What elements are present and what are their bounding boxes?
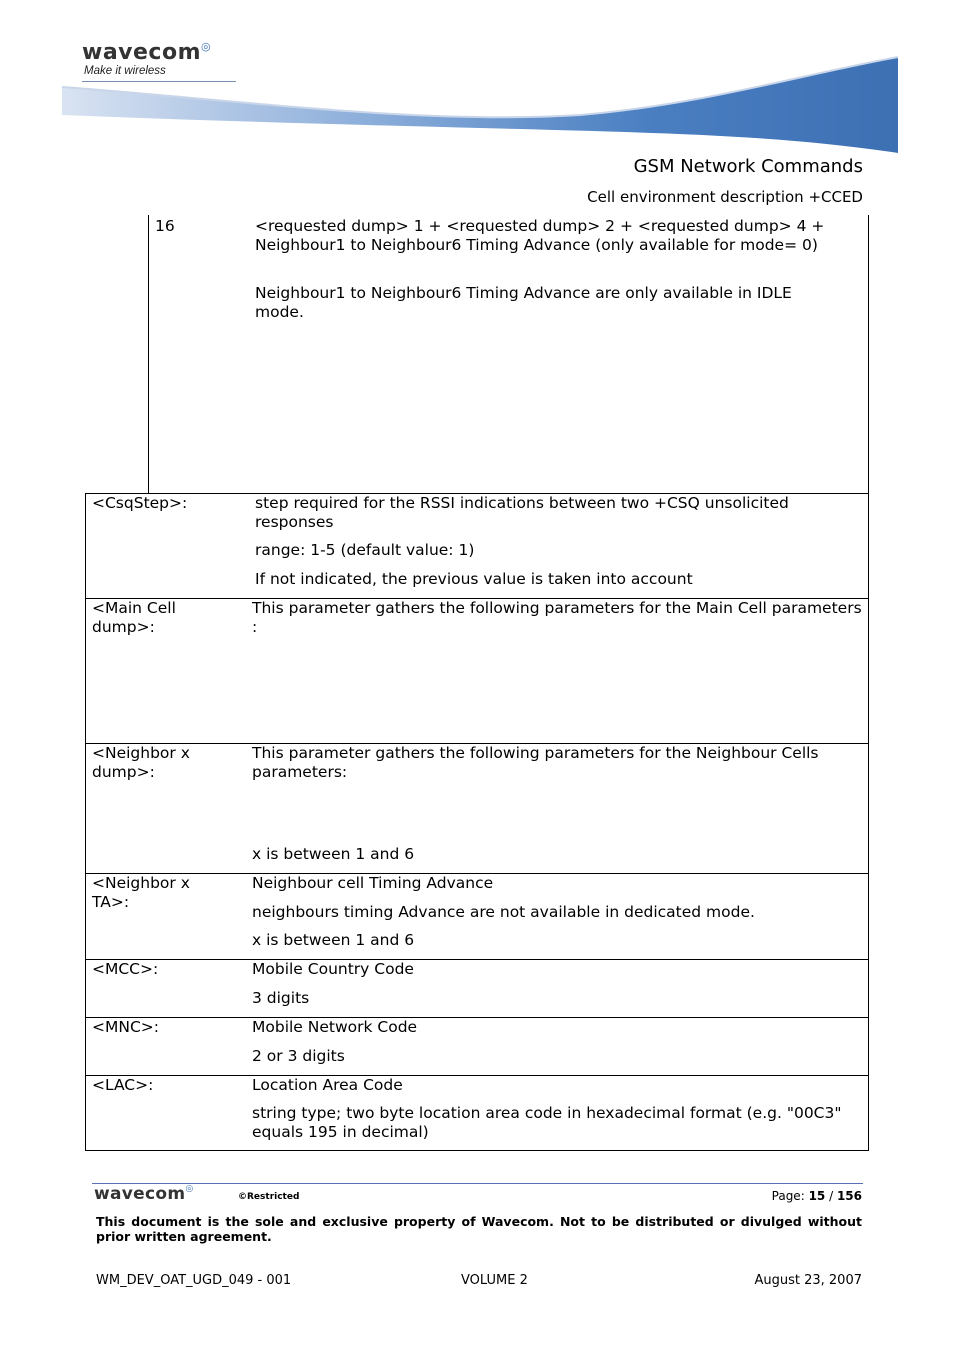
table-rule: [85, 959, 869, 960]
lac-format: string type; two byte location area code in hexadecimal format (e.g. "00C3" equals 195 in decimal): [252, 1104, 842, 1141]
mode-16-note: Neighbour1 to Neighbour6 Timing Advance are only available in IDLE mode.: [255, 284, 792, 321]
neighbor-ta-note: neighbours timing Advance are not available in dedicated mode.: [252, 903, 755, 921]
header-wave-banner: [60, 55, 900, 155]
neighbor-ta-range: x is between 1 and 6: [252, 931, 415, 949]
footer-rule: [92, 1183, 863, 1184]
logo-tagline: Make it wireless: [84, 65, 166, 77]
table-border-left: [85, 493, 86, 1151]
restricted-label: ©Restricted: [238, 1192, 300, 1202]
document-reference: WM_DEV_OAT_UGD_049 - 001: [96, 1273, 292, 1288]
neighbor-dump-range: x is between 1 and 6: [252, 845, 415, 863]
section-title: GSM Network Commands: [633, 156, 863, 177]
mnc-format: 2 or 3 digits: [252, 1047, 345, 1065]
param-label-neighbor-dump: <Neighbor x dump>:: [92, 744, 190, 781]
mnc-desc: Mobile Network Code: [252, 1018, 418, 1036]
table-rule: [85, 1017, 869, 1018]
param-label-main-cell-dump: <Main Cell dump>:: [92, 599, 176, 636]
mode-value-16: 16: [155, 217, 175, 235]
param-label-csqstep: <CsqStep>:: [92, 494, 188, 512]
main-cell-dump-desc: This parameter gathers the following parameters for the Main Cell parameters :: [252, 599, 862, 636]
table-rule: [85, 1150, 869, 1151]
swirl-icon: ◎: [201, 40, 212, 53]
wavecom-logo: wavecom◎: [82, 40, 212, 65]
footer-wavecom-logo: wavecom◎: [94, 1184, 194, 1204]
mcc-format: 3 digits: [252, 989, 310, 1007]
param-label-lac: <LAC>:: [92, 1076, 154, 1094]
param-label-mcc: <MCC>:: [92, 960, 159, 978]
param-label-neighbor-ta: <Neighbor x TA>:: [92, 874, 190, 911]
volume-label: VOLUME 2: [461, 1273, 528, 1288]
table-border-right: [868, 215, 869, 1151]
param-label-mnc: <MNC>:: [92, 1018, 159, 1036]
csqstep-default-note: If not indicated, the previous value is taken into account: [255, 570, 693, 588]
table-border-left-inner: [148, 215, 149, 493]
swirl-icon: ◎: [185, 1184, 194, 1194]
mode-16-description: <requested dump> 1 + <requested dump> 2 + <requested dump> 4 + Neighbour1 to Neighbour6 Timing Advance (only available for mode= 0): [255, 217, 825, 254]
confidentiality-notice: This document is the sole and exclusive property of Wavecom. Not to be distributed or divulged without prior written agreement.: [96, 1214, 862, 1244]
page-number: Page: 15 / 156: [771, 1189, 862, 1203]
section-subtitle: Cell environment description +CCED: [587, 188, 863, 206]
csqstep-desc: step required for the RSSI indications between two +CSQ unsolicited responses: [255, 494, 789, 531]
publication-date: August 23, 2007: [754, 1273, 862, 1288]
neighbor-ta-desc: Neighbour cell Timing Advance: [252, 874, 494, 892]
neighbor-dump-desc: This parameter gathers the following parameters for the Neighbour Cells parameters:: [252, 744, 819, 781]
mcc-desc: Mobile Country Code: [252, 960, 414, 978]
table-rule: [85, 1075, 869, 1076]
csqstep-range: range: 1-5 (default value: 1): [255, 541, 475, 559]
lac-desc: Location Area Code: [252, 1076, 403, 1094]
